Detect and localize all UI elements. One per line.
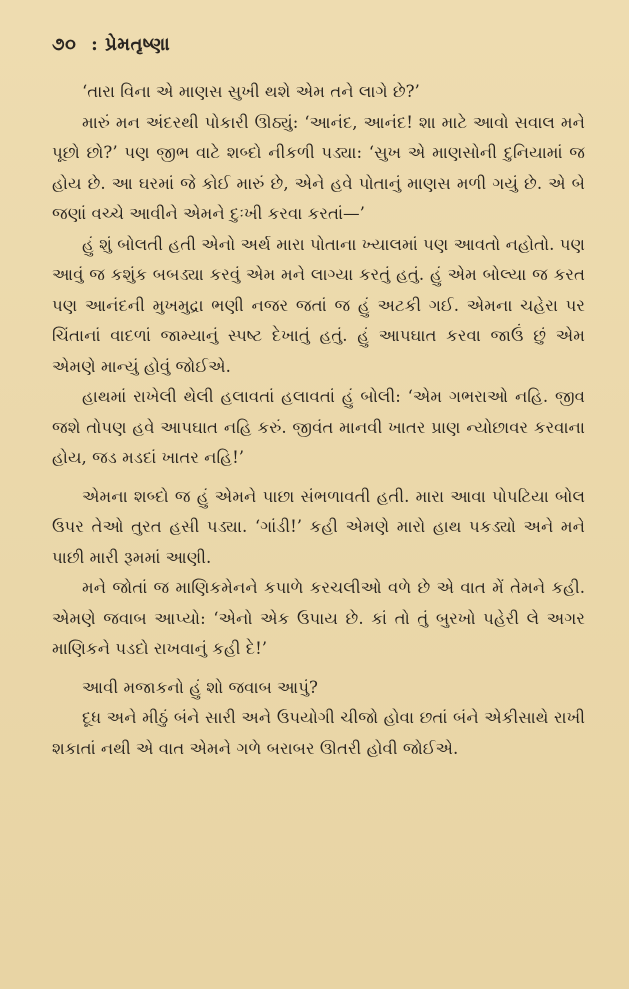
paragraph-4: હાથમાં રાખેલી થેલી હલાવતાં હલાવતાં હું બોલી: ‘એમ ગભરાઓ નહિ. જીવ જશે તોપણ હવે આપઘાત નહિ કરું. જીવંત માનવી ખાતર પ્રાણ ન્યોછાવર કરવાના હોય, જડ મડદાં ખાતર નહિ!’	[52, 387, 585, 467]
header-separator: :	[91, 34, 99, 55]
paragraph-2: મારું મન અંદરથી પોકારી ઊઠ્યું: ‘આનંદ, આનંદ! શા માટે આવો સવાલ મને પૂછો છો?’ પણ જીભ વાટે શબ્દો નીકળી પડ્યા: ‘સુખ એ માણસોની દુનિયામાં જ હોય છે. આ ઘરમાં જે કોઈ મારું છે, એને હવે પોતાનું માણસ મળી ગયું છે. એ બે જણાં વચ્ચે આવીને એમને દુઃખી કરવા કરતાં—’	[52, 112, 585, 223]
paragraph-5: એમના શબ્દો જ હું એમને પાછા સંભળાવતી હતી. મારા આવા પોપટિયા બોલ ઉપર તેઓ તુરત હસી પડ્યા. ‘ગાંડી!’ કહી એમણે મારો હાથ પકડ્યો અને મને પાછી મારી રૂમમાં આણી.	[52, 486, 585, 567]
paragraph-6: મને જોતાં જ માણિકમેનને કપાળે કરચલીઓ વળે છે એ વાત મેં તેમને કહી. એમણે જવાબ આપ્યો: ‘એનો એક ઉપાય છે. કાં તો તું બુરખો પહેરી લે અગર માણિકને પડદો રાખવાનું કહી દે!’	[52, 578, 585, 658]
page-number: ૭૦	[52, 34, 77, 55]
paragraph-7: આવી મજાકનો હું શો જવાબ આપું?	[82, 677, 318, 697]
paragraph-1: ‘તારા વિના એ માણસ સુખી થશે એમ તને લાગે છે?’	[82, 82, 420, 101]
paragraph-8: દૂધ અને મીઠું બંને સારી અને ઉપયોગી ચીજો હોવા છતાં બંને એકીસાથે રાખી શકાતાં નથી એ વાત એમને ગળે બરાબર ઊતરી હોવી જોઈએ.	[52, 708, 585, 758]
running-header	[52, 34, 585, 55]
paragraph-3: હું શું બોલતી હતી એનો અર્થ મારા પોતાના ખ્યાલમાં પણ આવતો નહોતો. પણ આવું જ કશુંક બબડ્યા કરવું એમ મને લાગ્યા કરતું હતું. હું એમ બોલ્યા જ કરત પણ આનંદની મુખમુદ્રા ભણી નજર જતાં જ હું અટકી ગઈ. એમના ચહેરા પર ચિંતાનાં વાદળાં જામ્યાનું સ્પષ્ટ દેખાતું હતું. હું આપઘાત કરવા જાઉં છું એમ એમણે માન્યું હોવું જોઈએ.	[52, 234, 585, 376]
body-text	[52, 77, 585, 764]
running-title: પ્રેમતૃષ્ણા	[105, 34, 171, 55]
